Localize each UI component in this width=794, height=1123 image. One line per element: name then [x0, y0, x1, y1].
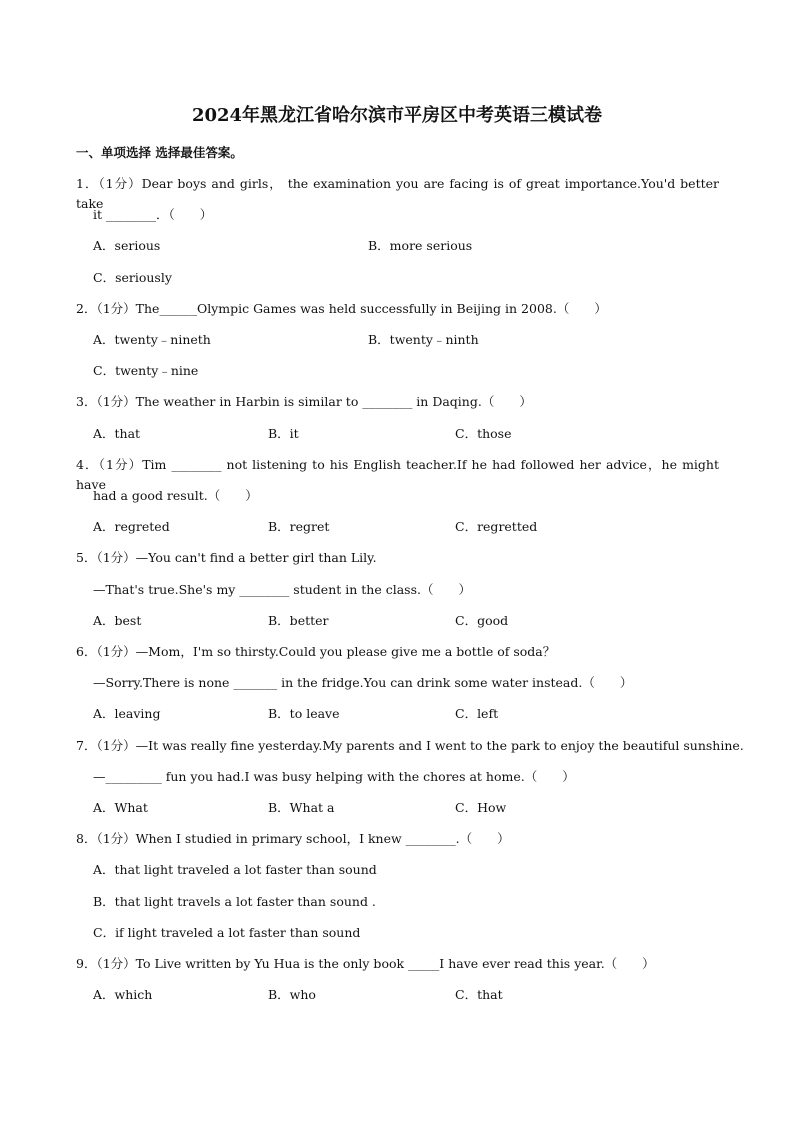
- question-3-line-1: 3．（1分）The weather in Harbin is similar to ________ in Daqing.（ ）: [76, 394, 532, 409]
- question-1-line-2: it ________．（ ）: [93, 207, 213, 222]
- question-9-option-b[interactable]: B．who: [268, 987, 316, 1002]
- question-7-option-a[interactable]: A．What: [93, 800, 148, 815]
- question-8-option-a[interactable]: A．that light traveled a lot faster than sound: [93, 862, 377, 877]
- question-6-line-2: —Sorry.There is none _______ in the fridge.You can drink some water instead.（ ）: [93, 675, 633, 690]
- question-3-option-a[interactable]: A．that: [93, 426, 141, 441]
- question-6-line-1: 6．（1分）—Mom，I'm so thirsty.Could you please give me a bottle of soda？: [76, 644, 556, 659]
- question-2-option-c[interactable]: C．twenty﹣nine: [93, 363, 199, 378]
- question-7-option-c[interactable]: C．How: [455, 800, 507, 815]
- question-1-option-b[interactable]: B．more serious: [368, 238, 473, 253]
- question-9-option-c[interactable]: C．that: [455, 987, 503, 1002]
- section-heading: 一、单项选择 选择最佳答案。: [76, 145, 243, 160]
- question-6-option-c[interactable]: C．left: [455, 706, 499, 721]
- question-9-option-a[interactable]: A．which: [93, 987, 153, 1002]
- question-4-line-2: had a good result.（ ）: [93, 488, 258, 503]
- question-8-option-c[interactable]: C．if light traveled a lot faster than sound: [93, 925, 361, 940]
- question-4-option-b[interactable]: B．regret: [268, 519, 330, 534]
- question-3-option-b[interactable]: B．it: [268, 426, 299, 441]
- page-title: 2024年黑龙江省哈尔滨市平房区中考英语三模试卷: [191, 105, 603, 126]
- question-5-option-c[interactable]: C．good: [455, 613, 509, 628]
- question-5-option-a[interactable]: A．best: [93, 613, 142, 628]
- question-2-option-b[interactable]: B．twenty﹣ninth: [368, 332, 479, 347]
- question-1-line-1: 1．（1分）Dear boys and girls， the examination you are facing is of great importance.You'd better take: [76, 176, 719, 211]
- question-2-line-1: 2．（1分）The______Olympic Games was held successfully in Beijing in 2008.（ ）: [76, 301, 607, 316]
- question-1-option-c[interactable]: C．seriously: [93, 270, 172, 285]
- question-8-option-b[interactable]: B．that light travels a lot faster than sound .: [93, 894, 376, 909]
- question-9-line-1: 9．（1分）To Live written by Yu Hua is the only book _____I have ever read this year.（ ）: [76, 956, 655, 971]
- question-3-option-c[interactable]: C．those: [455, 426, 512, 441]
- question-5-line-1: 5．（1分）—You can't find a better girl than Lily.: [76, 550, 377, 565]
- question-5-line-2: —That's true.She's my ________ student in the class.（ ）: [93, 582, 471, 597]
- question-7-option-b[interactable]: B．What a: [268, 800, 335, 815]
- question-8-line-1: 8．（1分）When I studied in primary school，I knew ________.（ ）: [76, 831, 510, 846]
- question-5-option-b[interactable]: B．better: [268, 613, 329, 628]
- question-6-option-b[interactable]: B．to leave: [268, 706, 340, 721]
- question-7-line-1: 7．（1分）—It was really fine yesterday.My parents and I went to the park to enjoy the beautiful sunshine.: [76, 738, 744, 753]
- question-1-option-a[interactable]: A．serious: [93, 238, 161, 253]
- question-4-option-c[interactable]: C．regretted: [455, 519, 538, 534]
- question-4-option-a[interactable]: A．regreted: [93, 519, 170, 534]
- question-7-line-2: —_________ fun you had.I was busy helping with the chores at home.（ ）: [93, 769, 575, 784]
- question-4-line-1: 4．（1分）Tim ________ not listening to his English teacher.If he had followed her advice，he might have: [76, 457, 719, 492]
- question-2-option-a[interactable]: A．twenty﹣nineth: [93, 332, 211, 347]
- question-6-option-a[interactable]: A．leaving: [93, 706, 161, 721]
